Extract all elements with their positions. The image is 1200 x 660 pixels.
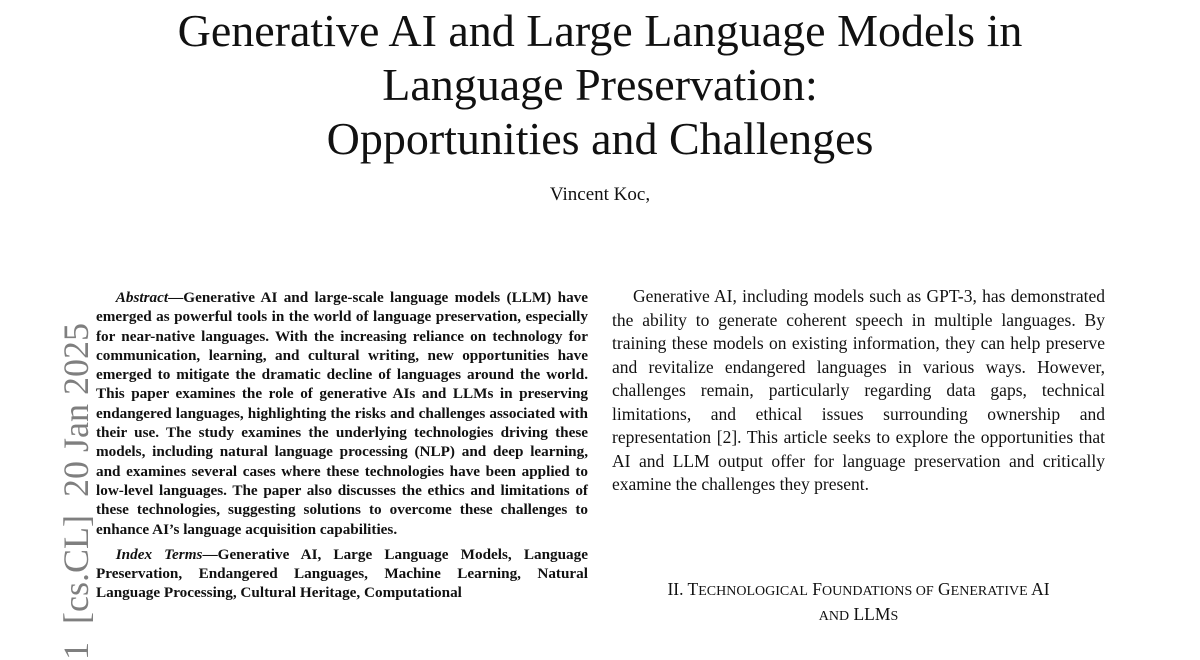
arxiv-stamp: 1 [cs.CL] 20 Jan 2025	[56, 323, 96, 660]
paper-title	[100, 4, 1100, 166]
abstract-text: —Generative AI and large-scale language models (LLM) have emerged as powerful tools in the world of language preservation, especially for near-native languages. With the increasing reliance on technology for communication, learning, and cultural writing, new opportunities have emerged to mitigate the dramatic decline of languages around the world. This paper examines the role of generative AIs and LLMs in preserving endangered languages, highlighting the risks and challenges associated with their use. The study examines the underlying technologies driving these models, including natural language processing (NLP) and deep learning, and examines several cases where these technologies have been applied to low-level languages. The paper also discusses the ethics and limitations of these technologies, suggesting solutions to overcome these challenges to enhance AI’s language acquisition capabilities.	[96, 289, 588, 538]
section-title-t: T	[687, 579, 699, 599]
section-title-f: F	[807, 579, 823, 599]
index-terms	[96, 545, 588, 603]
section-heading	[612, 578, 1105, 628]
title-line-1: Generative AI and Large Language Models in	[177, 5, 1023, 56]
intro-column	[612, 285, 1105, 497]
section-title-echnological: ECHNOLOGICAL	[698, 584, 808, 599]
title-line-2: Language Preservation:	[382, 59, 818, 110]
author-name: Vincent Koc,	[549, 184, 651, 205]
abstract-column	[96, 288, 588, 603]
section-title-enerative: ENERATIVE	[950, 584, 1028, 599]
section-title-g: G	[933, 579, 951, 599]
abstract-label: Abstract	[115, 289, 169, 306]
section-title-ai: AI	[1027, 579, 1050, 599]
intro-paragraph: Generative AI, including models such as GPT-3, has demonstrated the ability to generate coherent speech in multiple languages. By training these models on existing information, they can help preserve and revitalize endangered languages in various ways. However, challenges remain, particularly regarding data gaps, technical limitations, and ethical issues surrounding ownership and representation [2]. This article seeks to explore the opportunities that AI and LLM output offer for language preservation and critically examine the challenges they present.	[612, 286, 1105, 494]
index-terms-label: Index Terms	[115, 545, 203, 563]
section-number: II.	[667, 579, 684, 599]
abstract	[96, 288, 588, 539]
title-line-3: Opportunities and Challenges	[326, 113, 874, 164]
index-terms-text: —Generative AI, Large Language Models, Language Preservation, Endangered Languages, Machine Learning, Natural Language Processing, Cultural Heritage, Computational	[96, 545, 588, 602]
section-title-oundations-of: OUNDATIONS OF	[822, 584, 934, 599]
section-title-and: AND	[818, 609, 850, 624]
section-title-s: S	[890, 609, 899, 624]
section-title-llm: LLM	[849, 604, 891, 624]
